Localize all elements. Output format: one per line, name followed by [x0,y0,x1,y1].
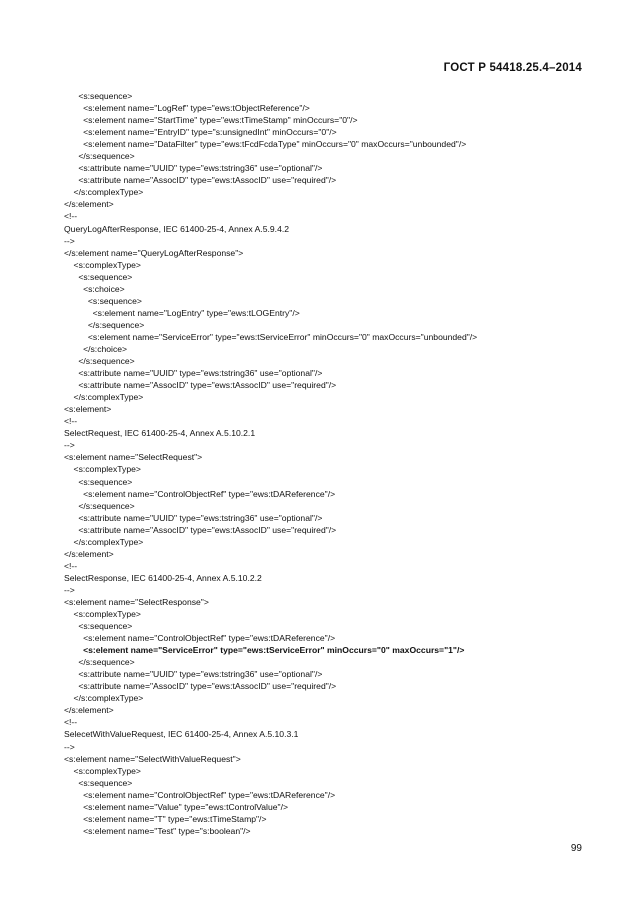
code-line: <s:complexType> [64,609,141,620]
code-line: <s:element name="Value" type="ews:tControlValue"/> [64,801,288,812]
code-line: --> [64,440,75,451]
code-line: SelectResponse, IEC 61400-25-4, Annex A.5.10.2.2 [64,572,262,583]
code-line: <s:attribute name="UUID" type="ews:tstring36" use="optional"/> [64,368,323,379]
code-line: <s:complexType> [64,464,141,475]
code-line: <s:element name="T" type="ews:tTimeStamp"/> [64,813,267,824]
code-line: QueryLogAfterResponse, IEC 61400-25-4, Annex A.5.9.4.2 [64,223,290,234]
code-line: <s:sequence> [64,91,133,101]
code-line: <!-- [64,560,78,571]
code-line: </s:sequence> [64,319,145,330]
code-line: <s:complexType> [64,259,141,270]
code-line: --> [64,235,75,246]
code-line: <s:element name="SelectWithValueRequest"> [64,753,241,764]
code-line: <s:element name="LogRef" type="ews:tObjectReference"/> [64,103,310,114]
code-line: <s:attribute name="AssocID" type="ews:tAssocID" use="required"/> [64,524,337,535]
code-line: <s:element name="LogEntry" type="ews:tLOGEntry"/> [64,307,300,318]
code-line: <s:attribute name="AssocID" type="ews:tAssocID" use="required"/> [64,175,337,186]
code-line: </s:sequence> [64,500,135,511]
xml-schema-listing [64,90,604,837]
code-line: <s:element name="EntryID" type="s:unsignedInt" minOccurs="0"/> [64,127,337,138]
code-line: <!-- [64,211,78,222]
code-line: </s:element> [64,705,114,716]
code-line: </s:complexType> [64,536,144,547]
code-line: <s:element name="SelectRequest"> [64,452,203,463]
code-line: SelecetWithValueRequest, IEC 61400-25-4, Annex A.5.10.3.1 [64,729,299,740]
code-line: </s:complexType> [64,187,144,198]
code-line: --> [64,584,75,595]
code-line: </s:sequence> [64,151,135,162]
code-line: </s:sequence> [64,356,135,367]
code-line: </s:element> [64,199,114,210]
document-standard-header: ГОСТ Р 54418.25.4–2014 [443,62,582,74]
code-line: <s:element name="ControlObjectRef" type="ews:tDAReference"/> [64,633,336,644]
code-line: <s:attribute name="AssocID" type="ews:tAssocID" use="required"/> [64,380,337,391]
code-line: <s:element name="ServiceError" type="ews:tServiceError" minOccurs="0" maxOccurs="1"/> [64,645,465,656]
code-line: <!-- [64,717,78,728]
code-line: </s:complexType> [64,693,144,704]
code-line: <s:element name="DataFilter" type="ews:tFcdFcdaType" minOccurs="0" maxOccurs="unbounded"/> [64,139,467,150]
code-line: SelectRequest, IEC 61400-25-4, Annex A.5.10.2.1 [64,428,256,439]
page-number: 99 [570,843,582,854]
code-line: --> [64,741,75,752]
code-line: <s:attribute name="UUID" type="ews:tstring36" use="optional"/> [64,512,323,523]
code-line: <s:element name="ControlObjectRef" type="ews:tDAReference"/> [64,488,336,499]
code-line: <s:sequence> [64,295,142,306]
code-line: <s:sequence> [64,621,133,632]
code-line: </s:complexType> [64,392,144,403]
code-line: <s:attribute name="AssocID" type="ews:tAssocID" use="required"/> [64,681,337,692]
code-line: </s:choice> [64,343,128,354]
code-line: <s:element name="SelectResponse"> [64,596,209,607]
code-line: <!-- [64,416,78,427]
code-line: </s:element> [64,548,114,559]
code-line: <s:complexType> [64,765,141,776]
code-line: <s:choice> [64,283,125,294]
code-line: <s:element> [64,404,112,415]
code-line: <s:sequence> [64,476,133,487]
code-line: </s:element name="QueryLogAfterResponse"> [64,247,244,258]
code-line: <s:sequence> [64,271,133,282]
code-line: </s:sequence> [64,657,135,668]
code-line: <s:element name="ServiceError" type="ews:tServiceError" minOccurs="0" maxOccurs="unbounded"/> [64,331,478,342]
code-line: <s:sequence> [64,777,133,788]
code-line: <s:element name="StartTime" type="ews:tTimeStamp" minOccurs="0"/> [64,115,358,126]
code-line: <s:element name="Test" type="s:boolean"/> [64,825,251,836]
code-line: <s:attribute name="UUID" type="ews:tstring36" use="optional"/> [64,669,323,680]
code-line: <s:attribute name="UUID" type="ews:tstring36" use="optional"/> [64,163,323,174]
code-line: <s:element name="ControlObjectRef" type="ews:tDAReference"/> [64,789,336,800]
